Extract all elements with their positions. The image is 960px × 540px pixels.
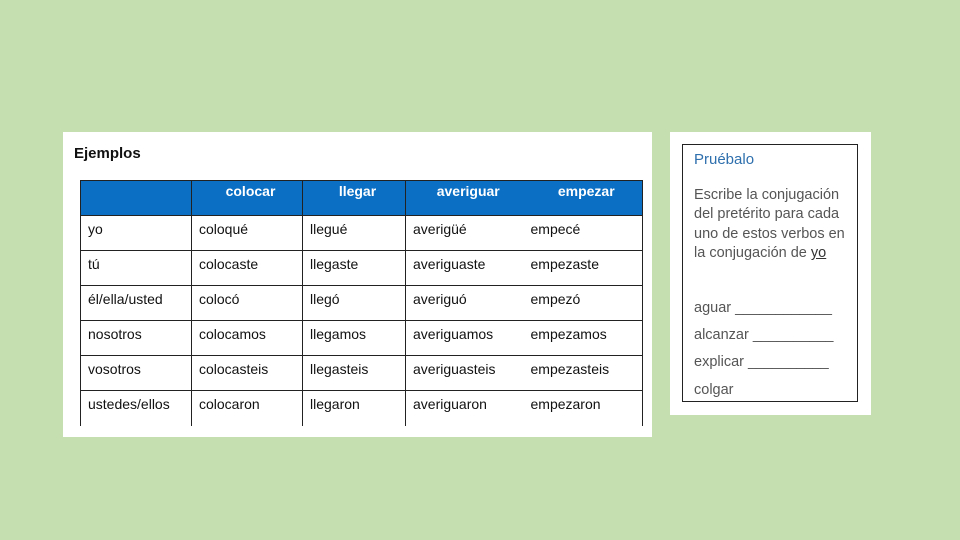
table-header-row: [81, 181, 643, 216]
table-cell: él/ella/usted: [81, 286, 192, 321]
table-row: [81, 356, 643, 391]
table-row: [81, 321, 643, 356]
table-cell: yo: [81, 216, 192, 251]
table-cell: llegó: [303, 286, 406, 321]
examples-panel: [63, 132, 652, 437]
table-cell: empezaste: [524, 251, 643, 286]
table-cell: llegaron: [303, 391, 406, 426]
table-cell: llegaste: [303, 251, 406, 286]
table-row: [81, 251, 643, 286]
exercise-item: aguar ____________: [694, 300, 832, 316]
header-cell: averiguar: [406, 181, 524, 216]
table-cell: colocasteis: [192, 356, 303, 391]
header-cell: [81, 181, 192, 216]
table-cell: tú: [81, 251, 192, 286]
examples-title: Ejemplos: [74, 145, 141, 162]
table-cell: empezasteis: [524, 356, 643, 391]
table-cell: empezaron: [524, 391, 643, 426]
header-cell: empezar: [524, 181, 643, 216]
exercise-item: alcanzar __________: [694, 327, 834, 343]
table-cell: colocaste: [192, 251, 303, 286]
exercise-item: colgar: [694, 382, 734, 398]
exercise-item: explicar __________: [694, 354, 829, 370]
table-cell: averiguasteis: [406, 356, 524, 391]
table-cell: vosotros: [81, 356, 192, 391]
table-cell: averigüé: [406, 216, 524, 251]
table-cell: colocamos: [192, 321, 303, 356]
table-cell: ustedes/ellos: [81, 391, 192, 426]
instructions-text: Escribe la conjugación del pretérito para cada uno de estos verbos en la conjugación de: [694, 187, 845, 261]
header-cell: llegar: [303, 181, 406, 216]
table-cell: empezamos: [524, 321, 643, 356]
table-cell: averiguamos: [406, 321, 524, 356]
instructions: [694, 186, 854, 263]
table-cell: averiguaron: [406, 391, 524, 426]
table-cell: averiguó: [406, 286, 524, 321]
table-cell: averiguaste: [406, 251, 524, 286]
table-cell: empecé: [524, 216, 643, 251]
table-row: [81, 391, 643, 426]
table-cell: llegasteis: [303, 356, 406, 391]
table-cell: empezó: [524, 286, 643, 321]
instructions-emphasis: yo: [810, 244, 827, 261]
conjugation-table: [80, 180, 643, 426]
table-row: [81, 216, 643, 251]
table-row: [81, 286, 643, 321]
try-it-box: [682, 144, 858, 402]
table-cell: llegué: [303, 216, 406, 251]
table-cell: colocaron: [192, 391, 303, 426]
header-cell: colocar: [192, 181, 303, 216]
table-cell: coloqué: [192, 216, 303, 251]
table-cell: colocó: [192, 286, 303, 321]
table-cell: nosotros: [81, 321, 192, 356]
table-cell: llegamos: [303, 321, 406, 356]
try-it-panel: [670, 132, 871, 415]
try-it-title: Pruébalo: [694, 151, 755, 168]
